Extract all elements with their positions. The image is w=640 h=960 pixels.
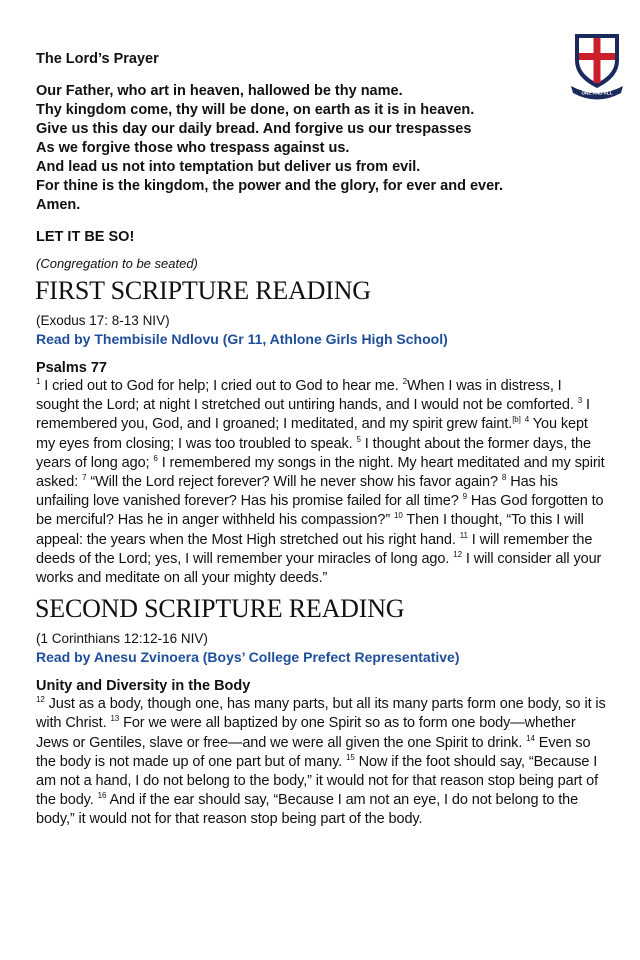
verse-number: 2 — [402, 377, 407, 387]
verse-text: Even so the body is not made up of one part but of many. — [36, 734, 591, 770]
verse-number: 16 — [97, 791, 107, 801]
congregation-note: (Congregation to be seated) — [36, 256, 198, 271]
crest-motto: ONE AND ALL — [581, 90, 613, 96]
first-reading-reference: (Exodus 17: 8-13 NIV) — [36, 313, 170, 328]
verse-number: 14 — [526, 733, 535, 743]
verse-number: 3 — [577, 396, 583, 406]
verse-number: 1 — [36, 377, 41, 387]
verse-text: “Will the Lord reject forever? Will he never show his favor again? — [86, 474, 502, 491]
verse-number: [b] — [512, 415, 521, 425]
verse-text: I will consider all your works and meditate on all your mighty deeds.” — [36, 550, 602, 587]
verse-text: Has his unfailing love vanished forever? Has his promise failed for all time? — [36, 474, 558, 510]
prayer-response: LET IT BE SO! — [36, 229, 135, 245]
verse-text: You kept my eyes from closing; I was too troubled to speak. — [36, 416, 588, 452]
verse-number: 9 — [462, 492, 467, 502]
verse-number: 7 — [82, 473, 87, 483]
prayer-line: Amen. — [36, 197, 81, 213]
verse-text: I will remember the deeds of the Lord; yes, I will remember your miracles of long ago. — [36, 531, 593, 567]
prayer-line: Thy kingdom come, thy will be done, on earth as it is in heaven. — [36, 102, 475, 118]
first-reading-text — [36, 377, 606, 588]
verse-text: I thought about the former days, the years of long ago; — [36, 435, 591, 471]
verse-text: I cried out to God for help; I cried out to God to hear me. — [40, 378, 403, 394]
verse-number: 8 — [501, 473, 507, 483]
first-reading-heading: FIRST SCRIPTURE READING — [35, 276, 371, 305]
verse-number: 11 — [459, 530, 468, 540]
verse-text: Now if the foot should say, “Because I am not a hand, I do not belong to the body,” it would not for that reason stop being part of the body. — [36, 753, 599, 809]
second-reading-text — [36, 695, 606, 829]
verse-number: 13 — [110, 714, 120, 724]
second-reading-heading: SECOND SCRIPTURE READING — [35, 594, 405, 624]
verse-number: 12 — [36, 695, 45, 705]
second-reading-subtitle: Unity and Diversity in the Body — [36, 678, 251, 695]
verse-text: Just as a body, though one, has many parts, but all its many parts form one body, so it is with Christ. — [36, 696, 606, 732]
prayer-line: And lead us not into temptation but deliver us from evil. — [36, 159, 421, 175]
order-of-service-page — [36, 50, 606, 830]
verse-number: 10 — [394, 511, 403, 521]
verse-text: I remembered my songs in the night. My heart meditated and my spirit asked: — [36, 454, 605, 491]
verse-text: Has God forgotten to be merciful? Has he in anger withheld his compassion?” — [36, 493, 604, 529]
first-reading-reader: Read by Thembisile Ndlovu (Gr 11, Athlone Girls High School) — [36, 331, 448, 347]
first-reading-subtitle: Psalms 77 — [36, 360, 107, 376]
prayer-title: The Lord’s Prayer — [36, 51, 159, 67]
prayer-line: As we forgive those who trespass against us. — [36, 140, 350, 156]
verse-text: I remembered you, God, and I groaned; I meditated, and my spirit grew faint. — [36, 397, 590, 433]
verse-text: And if the ear should say, “Because I am not an eye, I do not belong to the body,” it would not for that reason stop being part of the body. — [36, 792, 579, 828]
prayer-line: Our Father, who art in heaven, hallowed be thy name. — [36, 83, 403, 99]
prayer-text — [36, 82, 606, 215]
second-reading-reference: (1 Corinthians 12:12-16 NIV) — [36, 631, 208, 647]
prayer-line: Give us this day our daily bread. And forgive us our trespasses — [36, 121, 472, 137]
verse-number: 6 — [153, 453, 158, 463]
second-reading-reader: Read by Anesu Zvinoera (Boys’ College Prefect Representative) — [36, 649, 460, 666]
verse-text: When I was in distress, I sought the Lord; at night I stretched out untiring hands, and I would not be comforted. — [36, 378, 578, 414]
prayer-line: For thine is the kingdom, the power and the glory, for ever and ever. — [36, 178, 504, 194]
verse-text: For we were all baptized by one Spirit so as to form one body—whether Jews or Gentiles, slave or free—and we were all given the one Spirit to drink. — [36, 715, 576, 751]
verse-number: 15 — [346, 753, 355, 763]
verse-text: Then I thought, “To this I will appeal: the years when the Most High stretched out his right hand. — [36, 512, 584, 548]
verse-number: 4 — [524, 415, 530, 425]
verse-number: 5 — [356, 434, 361, 444]
verse-number: 12 — [453, 550, 462, 559]
